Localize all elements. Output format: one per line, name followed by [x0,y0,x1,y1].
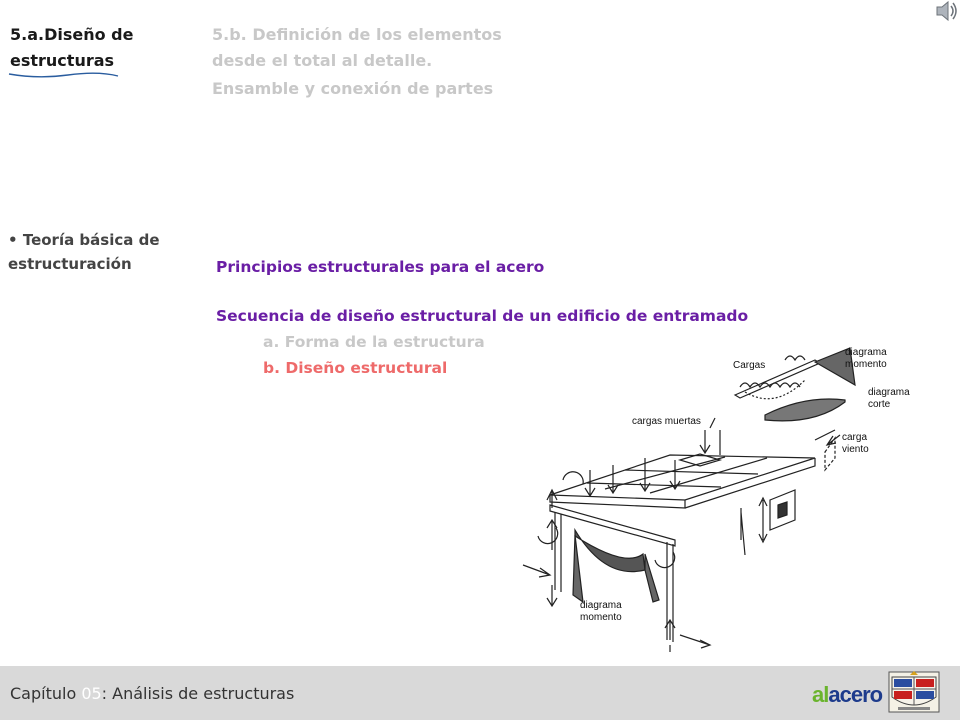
logo-part-acero: acero [828,682,883,707]
item-structure-form[interactable]: a. Forma de la estructura [263,333,485,351]
label-diagrama-momento-top-1: diagrama [845,347,887,358]
label-diagrama-corte-2: corte [868,399,891,410]
section-a-line2: estructuras [10,51,115,70]
speaker-icon[interactable] [934,0,960,22]
section-a-title[interactable] [10,22,133,74]
bullet-mark: • [8,231,18,249]
theory-bullet-item [8,228,160,276]
university-crest-icon [888,671,940,713]
footer-chapter-number: 05 [81,684,102,703]
section-a-underline [8,70,120,82]
sequence-heading: Secuencia de diseño estructural de un edificio de entramado [216,307,749,325]
label-diagrama-momento-top-2: momento [845,359,887,370]
label-diagrama-corte-1: diagrama [868,387,910,398]
label-diagrama-momento-bottom-1: diagrama [580,600,622,611]
section-b-title[interactable] [212,22,502,74]
footer-chapter-title [10,684,294,703]
item-structural-design[interactable]: b. Diseño estructural [263,359,448,377]
structural-frame-drawing [515,340,935,655]
label-diagrama-momento-bottom-2: momento [580,612,622,623]
label-cargas-muertas: cargas muertas [632,416,701,427]
alacero-logo [812,682,882,708]
section-a-line1: 5.a.Diseño de [10,25,134,44]
label-carga-viento-2: viento [842,444,869,455]
section-b-line2: desde el total al detalle. [212,51,433,70]
theory-line1: Teoría básica de [22,231,160,249]
theory-line2: estructuración [8,255,132,273]
section-b-line1: 5.b. Definición de los elementos [212,25,502,44]
principles-heading: Principios estructurales para el acero [216,258,545,276]
label-cargas: Cargas [733,360,766,371]
section-b-subtitle[interactable]: Ensamble y conexión de partes [212,79,494,98]
footer-suffix: : Análisis de estructuras [101,684,295,703]
label-carga-viento-1: carga [842,432,868,443]
logo-part-al: al [812,682,829,707]
footer-prefix: Capítulo [10,684,82,703]
